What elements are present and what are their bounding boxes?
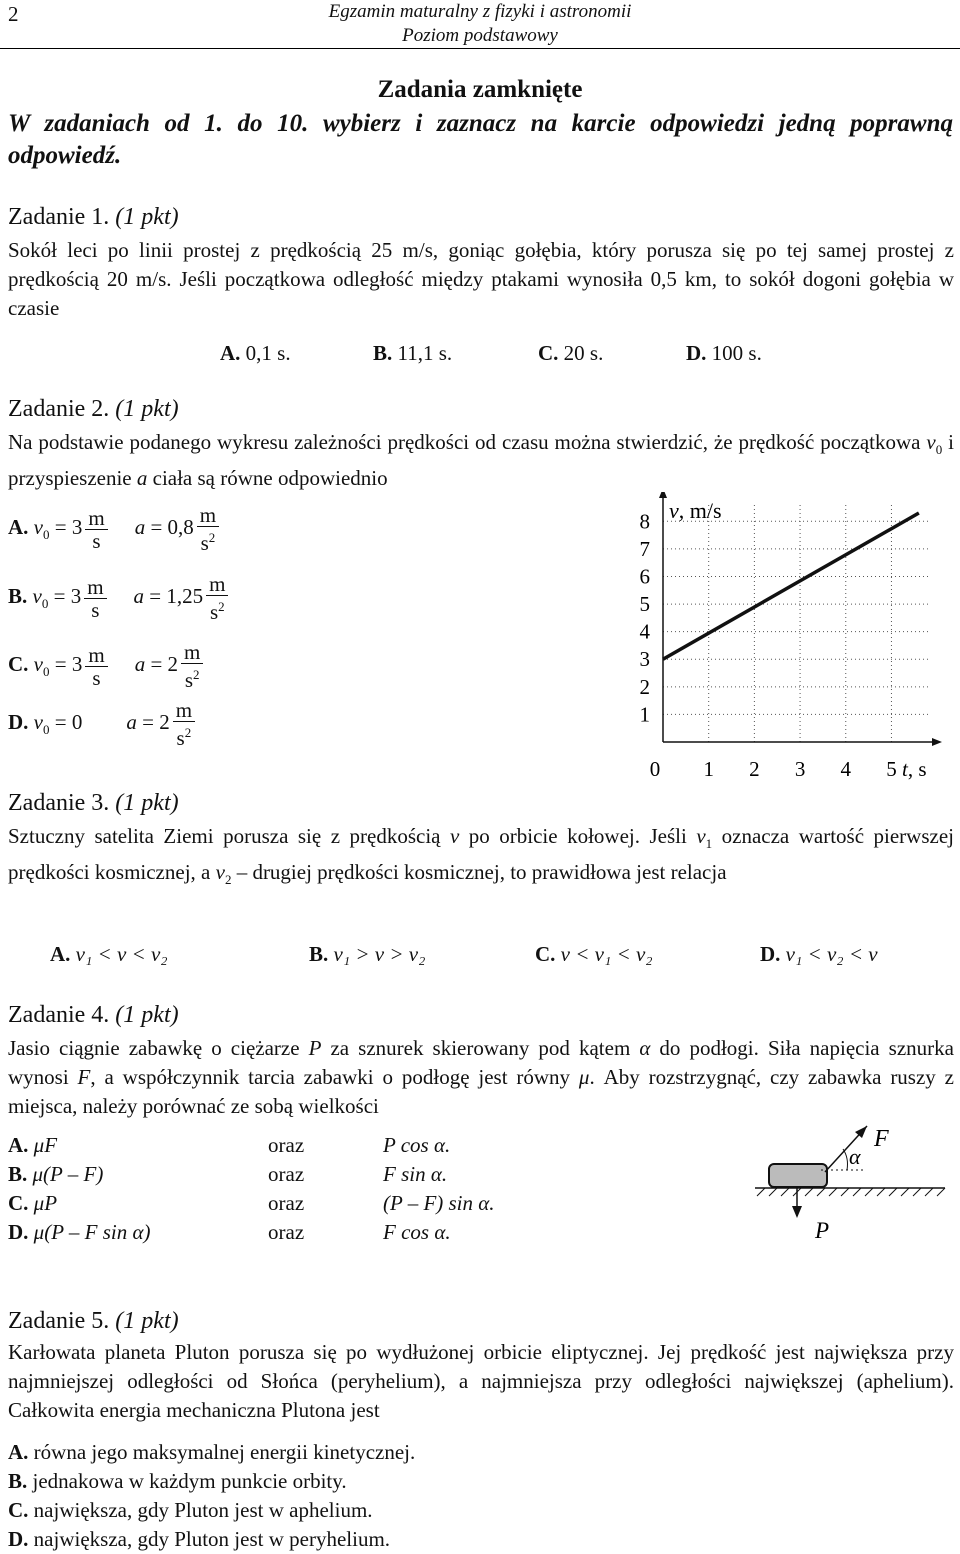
unit-fraction xyxy=(85,644,107,689)
option-right-expr: P cos α. xyxy=(383,1133,451,1157)
a-symbol: a xyxy=(136,466,148,491)
y-tick-label: 3 xyxy=(639,647,650,672)
unit-denominator-base: s xyxy=(92,665,101,690)
option-text: 20 s. xyxy=(563,341,604,365)
v0-symbol: v xyxy=(926,430,936,454)
option-right-expr: F sin α. xyxy=(383,1162,448,1186)
F-label: F xyxy=(874,1126,889,1152)
option-text: największa, gdy Pluton jest w aphelium. xyxy=(33,1498,373,1522)
unit-exponent: 2 xyxy=(184,725,192,740)
task-2-text-b: i przyspieszenie xyxy=(8,430,954,491)
task-4-option-left xyxy=(8,1218,151,1247)
option-text: 11,1 s. xyxy=(397,341,453,365)
unit-fraction xyxy=(181,641,203,691)
y-tick-label: 4 xyxy=(639,619,650,644)
task-3-option xyxy=(760,940,878,969)
task-4-heading xyxy=(8,1000,179,1030)
option-letter: B. xyxy=(373,341,393,365)
v0-subscript: 0 xyxy=(41,596,49,611)
option-text: v₁ < v < v₂ xyxy=(75,942,168,966)
task-5-title: Zadanie 5. xyxy=(8,1308,110,1334)
task-3-heading xyxy=(8,788,179,818)
v0-symbol: v xyxy=(33,651,43,676)
a-value: 1,25 xyxy=(166,583,204,608)
option-oraz: oraz xyxy=(268,1162,305,1186)
F-symbol: F xyxy=(77,1065,91,1089)
unit-exponent: 2 xyxy=(208,530,216,545)
x-tick-label: 2 xyxy=(749,757,760,781)
unit-numerator: m xyxy=(85,507,107,530)
task-4-text-a: Jasio ciągnie zabawkę o ciężarze xyxy=(8,1036,309,1060)
task-4-text-b: za sznurek skierowany pod kątem xyxy=(321,1036,640,1060)
unit-fraction xyxy=(85,507,107,552)
v0-symbol: v xyxy=(33,709,43,734)
task-5-heading xyxy=(8,1306,179,1336)
unit-denominator-base: s xyxy=(209,600,219,624)
v0-value: 3 xyxy=(71,514,83,539)
task-5-option xyxy=(8,1467,347,1496)
task-3-option xyxy=(50,940,168,969)
task-1-option xyxy=(538,339,603,368)
task-3-text-b: po orbicie kołowej. Jeśli xyxy=(459,824,697,848)
a-value: 0,8 xyxy=(167,514,194,539)
option-right-expr: (P – F) sin α. xyxy=(383,1191,495,1215)
option-letter: A. xyxy=(220,341,241,365)
unit-numerator: m xyxy=(206,573,228,596)
option-left-expr: μ(P – F sin α) xyxy=(33,1220,151,1244)
alpha-label: α xyxy=(849,1144,861,1169)
task-4-option-left xyxy=(8,1160,103,1189)
x-tick-label: 5 xyxy=(886,757,897,781)
v0-subscript: 0 xyxy=(43,664,50,679)
option-letter: C. xyxy=(8,1191,29,1215)
task-5-option xyxy=(8,1525,390,1554)
page-header xyxy=(0,0,960,48)
option-oraz: oraz xyxy=(268,1220,305,1244)
header-divider xyxy=(0,48,960,49)
y-tick-label: 5 xyxy=(639,592,650,617)
v-symbol: v xyxy=(449,824,460,848)
option-letter: D. xyxy=(686,341,707,365)
option-left-expr: μF xyxy=(33,1133,58,1157)
option-letter: B. xyxy=(8,1469,28,1493)
velocity-line xyxy=(663,513,919,659)
header-level: Poziom podstawowy xyxy=(402,25,558,46)
a-value: 2 xyxy=(167,651,179,676)
section-title: Zadania zamknięte xyxy=(377,76,583,103)
unit-exponent: 2 xyxy=(193,667,200,682)
alpha-symbol: α xyxy=(639,1036,651,1060)
option-letter: B. xyxy=(8,1162,28,1186)
option-left-expr: μ(P – F) xyxy=(32,1162,104,1186)
task-3-text-d: – drugiej prędkości kosmicznej, to prawidłowa jest relacja xyxy=(231,860,727,885)
option-letter: A. xyxy=(8,1440,29,1464)
unit-denominator-base: s xyxy=(200,531,209,555)
option-text: jednakowa w każdym punkcie orbity. xyxy=(32,1469,347,1493)
task-1-option xyxy=(373,339,452,368)
y-tick-label: 7 xyxy=(639,536,650,561)
header-exam-title: Egzamin maturalny z fizyki i astronomii xyxy=(328,1,632,22)
y-tick-label: 2 xyxy=(639,674,650,699)
unit-denominator-base: s xyxy=(91,597,100,622)
P-symbol: P xyxy=(308,1036,322,1060)
task-4-option-left xyxy=(8,1131,57,1160)
v2-subscript: 2 xyxy=(224,872,232,888)
task-1-option xyxy=(686,339,762,368)
section-instruction: W zadaniach od 1. do 10. wybierz i zaznacz na karcie odpowiedzi jedną poprawną odpowiedź. xyxy=(8,110,953,169)
task-1-title: Zadanie 1. xyxy=(8,204,110,230)
option-text: 0,1 s. xyxy=(245,341,291,365)
x-axis-unit: , s xyxy=(907,757,927,781)
v0-subscript: 0 xyxy=(935,442,943,458)
y-axis-arrow xyxy=(659,492,667,498)
task-4-text-c: do podłogi. Siła napięcia sznurka wynosi xyxy=(8,1036,954,1089)
v0-symbol: v xyxy=(32,583,42,608)
unit-denominator xyxy=(206,596,228,623)
task-5-points: (1 pkt) xyxy=(115,1308,179,1334)
task-3-text-c: oznacza wartość pierwszej prędkości kosmicznej, a xyxy=(8,824,954,885)
unit-denominator xyxy=(85,530,107,552)
option-right-expr: F cos α. xyxy=(383,1220,451,1244)
velocity-time-chart xyxy=(610,492,955,790)
option-letter: C. xyxy=(535,942,556,966)
task-1-text: Sokół leci po linii prostej z prędkością 25 m/s, goniąc gołębia, który porusza się po tej samej prostej z prędkością 20 m/s. Jeśli początkowa odległość między ptakami wynosiła 0,5 km, to sokół dogoni gołębia w czasie xyxy=(8,238,954,320)
option-letter: D. xyxy=(8,1220,29,1244)
option-letter: D. xyxy=(8,1527,29,1551)
v1-symbol: v xyxy=(696,824,706,848)
option-letter: B. xyxy=(309,942,329,966)
y-tick-label: 6 xyxy=(639,564,650,589)
a-symbol: a xyxy=(134,651,146,676)
a-symbol: a xyxy=(133,583,145,608)
task-4-title: Zadanie 4. xyxy=(8,1002,110,1028)
unit-fraction xyxy=(173,699,195,749)
toy-block xyxy=(769,1164,827,1187)
a-symbol: a xyxy=(134,514,146,539)
v0-subscript: 0 xyxy=(43,722,50,737)
option-letter: C. xyxy=(8,1498,29,1522)
a-symbol: a xyxy=(126,709,137,734)
task-5-option xyxy=(8,1496,373,1525)
toy-force-diagram xyxy=(735,1118,957,1268)
option-letter: A. xyxy=(8,514,29,539)
unit-fraction xyxy=(206,573,228,623)
weight-arrow-head xyxy=(792,1206,802,1218)
floor-hatching xyxy=(757,1188,945,1196)
unit-denominator-base: s xyxy=(176,726,185,750)
task-4-text-e: . Aby rozstrzygnąć, czy zabawka ruszy z miejsca, należy porównać ze sobą wielkości xyxy=(8,1065,954,1118)
option-text: największa, gdy Pluton jest w peryhelium. xyxy=(33,1527,391,1551)
v0-subscript: 0 xyxy=(43,527,50,542)
unit-denominator xyxy=(173,722,195,749)
option-letter: A. xyxy=(8,1133,29,1157)
option-letter: B. xyxy=(8,583,28,608)
task-1-option xyxy=(220,339,291,368)
option-letter: A. xyxy=(50,942,71,966)
option-left-expr: μP xyxy=(33,1191,58,1215)
a-value: 2 xyxy=(159,709,170,734)
task-2-option: A. $v_0 = 3$ $\frac{m}{s}$ a = 0,8 $\frac{m}{s^2}$ xyxy=(8,504,222,554)
y-tick-label: 8 xyxy=(639,509,650,534)
x-tick-label: 3 xyxy=(794,757,806,781)
option-letter: C. xyxy=(538,341,559,365)
task-4-points: (1 pkt) xyxy=(115,1002,179,1028)
task-4-text xyxy=(8,1034,954,1121)
task-3-option xyxy=(535,940,653,969)
task-2-text-a: Na podstawie podanego wykresu zależności prędkości od czasu można stwierdzić, że prędkość początkowa xyxy=(8,430,927,454)
task-2-title: Zadanie 2. xyxy=(8,396,110,422)
task-3-points: (1 pkt) xyxy=(115,790,179,816)
task-2-heading xyxy=(8,394,179,424)
option-oraz: oraz xyxy=(268,1133,305,1157)
option-oraz: oraz xyxy=(268,1191,305,1215)
option-letter: C. xyxy=(8,651,29,676)
unit-numerator: m xyxy=(173,699,195,722)
v0-value: 3 xyxy=(70,583,82,608)
unit-denominator-base: s xyxy=(184,668,194,692)
v2-symbol: v xyxy=(215,860,225,885)
option-text: v < v₁ < v₂ xyxy=(560,942,653,966)
unit-numerator: m xyxy=(197,504,219,527)
unit-fraction xyxy=(84,576,106,621)
option-text: równa jego maksymalnej energii kinetycznej. xyxy=(33,1440,416,1464)
x-axis-variable: t xyxy=(902,757,908,781)
task-2-option: D. $v_0 = 0$ a = 2 $\frac{m}{s^2}$ xyxy=(8,699,198,749)
option-text: 100 s. xyxy=(711,341,762,365)
unit-fraction xyxy=(197,504,219,554)
mu-symbol: μ xyxy=(578,1065,590,1089)
option-letter: D. xyxy=(8,709,29,734)
task-2-option: C. $v_0 = 3$ $\frac{m}{s}$ a = 2 $\frac{m}{s^2}$ xyxy=(8,641,206,691)
v0-value: 3 xyxy=(71,651,83,676)
unit-numerator: m xyxy=(181,641,203,664)
task-4-option-left xyxy=(8,1189,57,1218)
unit-denominator xyxy=(181,664,203,691)
unit-numerator: m xyxy=(84,576,106,599)
y-axis-label xyxy=(669,498,722,523)
x-axis-label xyxy=(902,757,927,781)
task-3-option xyxy=(309,940,425,969)
task-2-text xyxy=(8,428,954,493)
task-1-heading xyxy=(8,202,179,232)
x-tick-label: 0 xyxy=(649,757,661,781)
task-2-text-c: ciała są równe odpowiednio xyxy=(147,466,388,491)
unit-denominator xyxy=(85,667,107,689)
task-3-text xyxy=(8,822,954,894)
option-text: v₁ > v > v₂ xyxy=(333,942,426,966)
task-5-option xyxy=(8,1438,415,1467)
task-4-text-d: , a współczynnik tarcia zabawki o podłogę jest równy xyxy=(90,1065,579,1089)
x-tick-label: 1 xyxy=(703,757,714,781)
y-axis-unit: , m/s xyxy=(678,498,722,523)
unit-exponent: 2 xyxy=(218,599,225,614)
task-3-title: Zadanie 3. xyxy=(8,790,110,816)
v1-subscript: 1 xyxy=(705,836,713,852)
task-5-text: Karłowata planeta Pluton porusza się po wydłużonej orbicie eliptycznej. Jej prędkość jest największa przy najmniejszej odległości od Słońca (peryhelium), a najmniejsza przy odległości największej (aphelium). Całkowita energia mechaniczna Plutona jest xyxy=(8,1340,954,1422)
unit-denominator xyxy=(84,599,106,621)
task-1-points: (1 pkt) xyxy=(115,204,179,230)
P-label: P xyxy=(815,1218,830,1243)
unit-denominator-base: s xyxy=(92,528,101,553)
x-tick-label: 4 xyxy=(840,757,852,781)
y-axis-variable: v xyxy=(669,498,679,523)
y-tick-label: 1 xyxy=(639,702,650,727)
unit-denominator xyxy=(197,527,219,554)
v0-symbol: v xyxy=(33,514,43,539)
task-2-option: B. $v_0 = 3$ $\frac{m}{s}$ a = 1,25 $\frac{m}{s^2}$ xyxy=(8,573,231,623)
option-letter: D. xyxy=(760,942,781,966)
x-axis-arrow xyxy=(932,738,942,746)
option-text: v₁ < v₂ < v xyxy=(785,942,878,966)
page-number: 2 xyxy=(8,2,19,26)
v0-value: 0 xyxy=(71,709,83,734)
unit-numerator: m xyxy=(85,644,107,667)
task-3-text-a: Sztuczny satelita Ziemi porusza się z prędkością xyxy=(8,824,450,848)
task-2-points: (1 pkt) xyxy=(115,396,179,422)
